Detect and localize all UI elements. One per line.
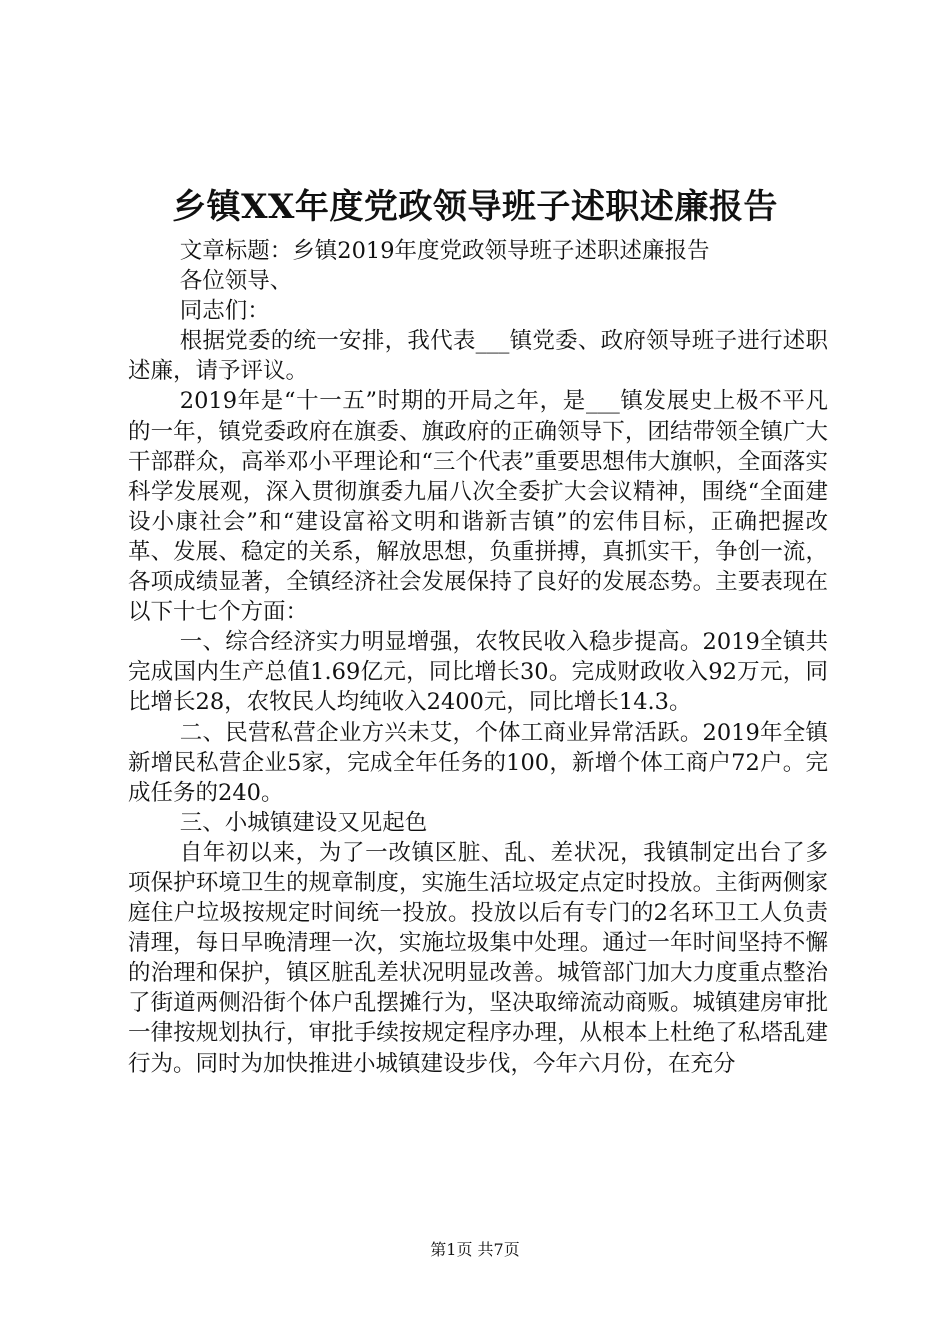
paragraph-section-2: 二、民营私营企业方兴未艾，个体工商业异常活跃。2019年全镇新增民私营企业5家，完成全年任务的100，新增个体工商户72户。完成任务的240。 [128, 719, 828, 806]
heading-section-3: 三、小城镇建设又见起色 [179, 809, 428, 836]
salutation-leaders: 各位领导、 [179, 268, 293, 295]
paragraph-section-3-body: 自年初以来，为了一改镇区脏、乱、差状况，我镇制定出台了多项保护环境卫生的规章制度，实施生活垃圾定点定时投放。主街两侧家庭住户垃圾按规定时间统一投放。投放以后有专门的2名环卫工人负责清理，每日早晚清理一次，实施垃圾集中处理。通过一年时间坚持不懈的治理和保护，镇区脏乱差状况明显改善。城管部门加大力度重点整治了街道两侧沿街个体户乱摆摊行为，坚决取缔流动商贩。城镇建房审批一律按规划执行，审批手续按规定程序办理，从根本上杜绝了私塔乱建行为。同时为加快推进小城镇建设步伐，今年六月份，在充分 [128, 839, 828, 1077]
page-footer: 第1页 共7页 [430, 1240, 520, 1259]
document-title: 乡镇XX年度党政领导班子述职述廉报告 [172, 187, 778, 227]
paragraph-overview: 2019年是“十一五”时期的开局之年，是___镇发展史上极不平凡的一年，镇党委政府在旗委、旗政府的正确领导下，团结带领全镇广大干部群众，高举邓小平理论和“三个代表”重要思想伟大旗帜，全面落实科学发展观，深入贯彻旗委九届八次全委扩大会议精神，围绕“全面建设小康社会”和“建设富裕文明和谐新吉镇”的宏伟目标，正确把握改革、发展、稳定的关系，解放思想，负重拼搏，真抓实干，争创一流，各项成绩显著，全镇经济社会发展保持了良好的发展态势。主要表现在以下十七个方面： [128, 388, 828, 626]
document-body [128, 236, 828, 1079]
salutation-comrades: 同志们： [179, 298, 270, 325]
paragraph-section-1: 一、综合经济实力明显增强，农牧民收入稳步提高。2019全镇共完成国内生产总值1.69亿元，同比增长30。完成财政收入92万元，同比增长28，农牧民人均纯收入2400元，同比增长14.3。 [128, 629, 828, 716]
paragraph-intro: 根据党委的统一安排，我代表___镇党委、政府领导班子进行述职述廉，请予评议。 [128, 328, 828, 385]
article-title-line: 文章标题：乡镇2019年度党政领导班子述职述廉报告 [179, 238, 710, 264]
